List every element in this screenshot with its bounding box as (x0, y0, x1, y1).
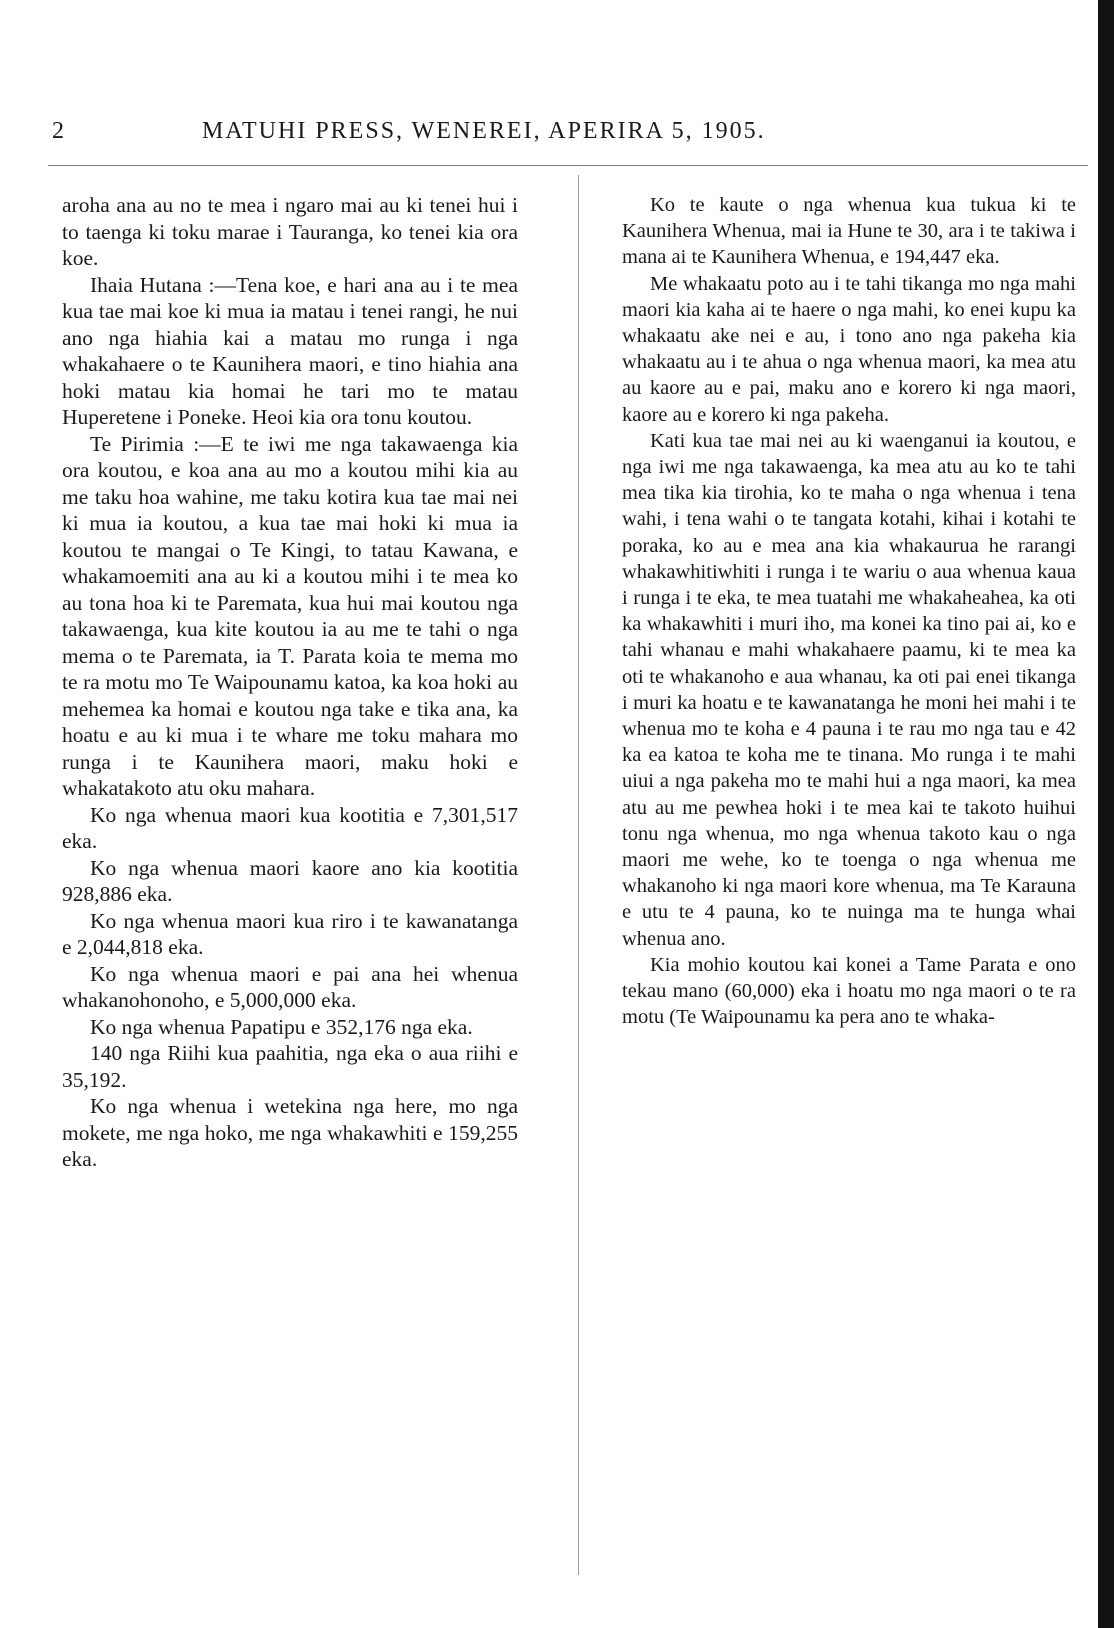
paragraph: Te Pirimia :—E te iwi me nga takawaenga kia ora koutou, e koa ana au mo a koutou mihi kia au me taku hoa wahine, me taku kotira kua tae mai nei ki mua ia koutou, a kua tae mai hoki ki mua ia koutou te mangai o Te Kingi, to tatau Kawana, e whakamoemiti ana au ki a koutou mihi i te mea ko au tona hoa ki te Paremata, kua hui mai koutou nga takawaenga, kua kite koutou ia au me te tahi o nga mema o te Paremata, ia T. Parata koia te mema mo te ra motu mo Te Waipounamu katoa, ka koa hoki au mehemea ka homai e koutou nga take e tika ana, ka hoatu e au ki mua i te whare me toku mahara mo runga i te Kaunihera maori, maku hoki e whakatakoto atu oku mahara. (62, 431, 518, 800)
masthead-title: MATUHI PRESS, WENEREI, APERIRA 5, 1905. (202, 118, 766, 144)
header-rule (48, 165, 1088, 166)
paragraph: Ko nga whenua maori kua kootitia e 7,301,517 eka. (62, 802, 518, 853)
paragraph: Ko nga whenua maori kua riro i te kawanatanga e 2,044,818 eka. (62, 908, 518, 959)
paragraph: Ko nga whenua Papatipu e 352,176 nga eka. (90, 1014, 473, 1039)
paragraph: Ko nga whenua maori kaore ano kia kootitia 928,886 eka. (62, 855, 518, 906)
scan-edge-bar (1098, 0, 1114, 1628)
left-column (62, 192, 518, 1173)
paragraph: Ko nga whenua i wetekina nga here, mo nga moketе, me nga hoko, me nga whakawhiti e 159,255 eka. (62, 1094, 518, 1171)
paragraph: Ko te kaute o nga whenua kua tukua ki te Kaunihera Whenua, mai ia Hune te 30, ara i te takiwa i mana ai te Kaunihera Whenua, e 194,447 eka. (622, 194, 1076, 269)
paragraph: Ko nga whenua maori e pai ana hei whenua whakanohonoho, e 5,000,000 eka. (62, 961, 518, 1012)
column-divider (578, 175, 579, 1575)
paragraph: Kati kua tae mai nei au ki waenganui ia koutou, e nga iwi me nga takawaenga, ka mea atu au ko te tahi mea tika kia tirohia, ko te maha o nga whenua i tena wahi, i tena wahi o te tangata kotahi, kihai i kotahi te poraka, ko au e mea ana kia whakaurua he rarangi whakawhitiwhiti i runga i te wariu o aua whenua kaua i runga i te eka, te mea tuatahi me whakaheahea, ka oti ka whakawhiti i muri iho, ma konei ka tino pai ai, ko e tahi whanau e mahi whakahaere paamu, ki te mea ka oti te whakanoho e aua whanau, ka oti pai enei tikanga i muri ka hoatu e te kawanatanga he moni hei mahi i te whenua mo te koha e 4 pauna i te rau mo nga tau e 42 ka ea katoa te koha me te tinana. Mo runga i te mahi uiui a nga pakeha mo te mahi hui a nga maori, ka mea atu au me pewhea hoki i te mea kai te takoto huihui tonu nga whenua, mo nga whenua takoto kau o nga maori me wehe, ko te toenga o nga whenua me whakanoho ki nga maori kore whenua, ma Te Karauna e utu te 4 pauna, ko te nuinga ma te hunga whai whenua ano. (622, 429, 1076, 950)
paragraph: aroha ana au no te mea i ngaro mai au ki tenei hui i to taenga ki toku marae i Tauranga, ko tenei kia ora koe. (62, 193, 518, 270)
paragraph: 140 nga Riihi kua paahitia, nga eka o aua riihi e 35,192. (62, 1041, 518, 1092)
masthead (52, 118, 912, 145)
paragraph: Kia mohio koutou kai konei a Tame Parata e ono tekau mano (60,000) eka i hoatu mo nga maori o te ra motu (Te Waipounamu ka pera ano te whaka- (622, 953, 1076, 1029)
paragraph: Ihaia Hutana :—Tena koe, e hari ana au i te mea kua tae mai koe ki mua ia matau i tenei rangi, he nui ano nga hiahia kai a matau mo runga i nga whakahaere o te Kaunihera maori, e tino hiahia ana hoki matau kia homai he tari mo te matau Huperetene i Poneke. Heoi kia ora tonu koutou. (62, 272, 518, 429)
page-number: 2 (52, 118, 66, 144)
paragraph: Me whakaatu poto au i te tahi tikanga mo nga mahi maori kia kaha ai te haere o nga mahi, ko enei kupu ka whakaatu ake nei e au, i tono ano nga pakeha kia whakaatu au i te ahua o nga whenua maori, ka mea atu au kaore au e pai, maku ano e korero ki nga maori, kaore au e korero ki nga pakeha. (622, 272, 1076, 426)
right-column (622, 192, 1076, 1031)
